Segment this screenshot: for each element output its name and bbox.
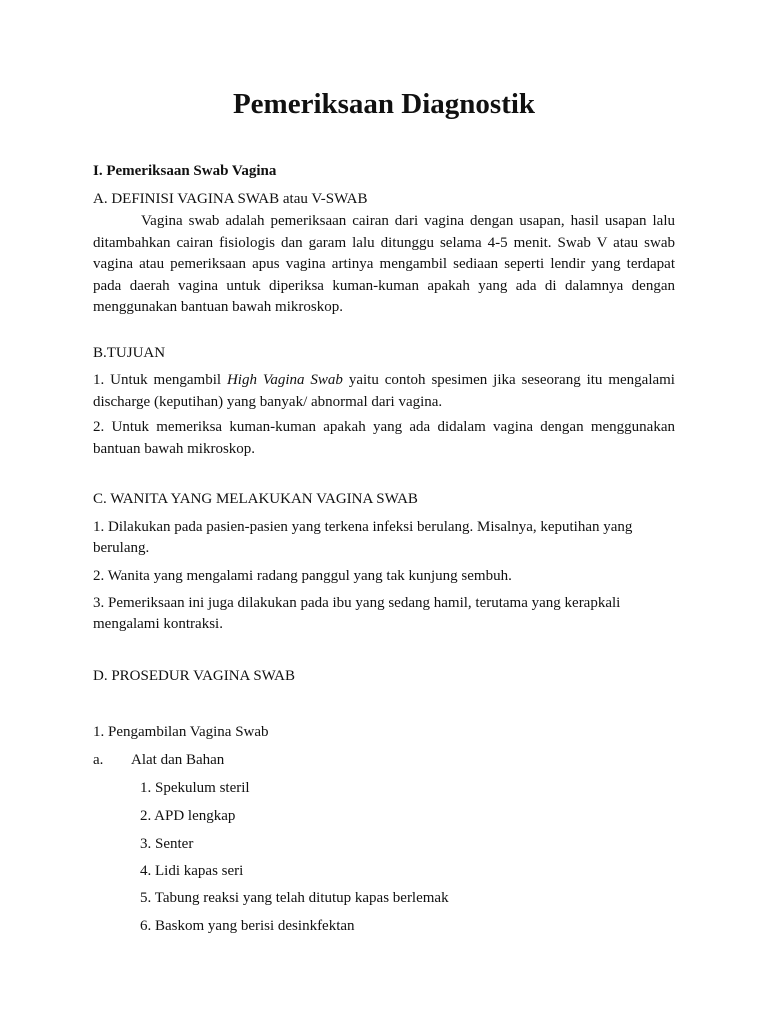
document-title: Pemeriksaan Diagnostik — [232, 88, 536, 120]
purpose-item-1 — [93, 370, 675, 413]
women-item-3-line-2: mengalami kontraksi. — [93, 616, 223, 632]
definition-heading: A. DEFINISI VAGINA SWAB atau V-SWAB — [93, 191, 368, 207]
section-heading: I. Pemeriksaan Swab Vagina — [93, 163, 277, 179]
tool-item: 5. Tabung reaksi yang telah ditutup kapas berlemak — [140, 890, 449, 906]
women-heading: C. WANITA YANG MELAKUKAN VAGINA SWAB — [93, 491, 418, 507]
procedure-heading: D. PROSEDUR VAGINA SWAB — [93, 668, 295, 684]
tool-item: 3. Senter — [140, 836, 194, 852]
women-item-1-line-2: berulang. — [93, 540, 150, 556]
tool-item: 4. Lidi kapas seri — [140, 863, 244, 879]
women-item-3-line-1: 3. Pemeriksaan ini juga dilakukan pada ibu yang sedang hamil, terutama yang kerapkali — [93, 595, 621, 611]
purpose-item-1-text: 1. Untuk mengambil — [93, 372, 227, 388]
tool-item: 6. Baskom yang berisi desinkfektan — [140, 918, 355, 934]
list-letter: a. — [93, 752, 104, 768]
women-item-2: 2. Wanita yang mengalami radang panggul yang tak kunjung sembuh. — [93, 568, 512, 584]
tool-item: 1. Spekulum steril — [140, 780, 250, 796]
procedure-subheading: 1. Pengambilan Vagina Swab — [93, 724, 269, 740]
tool-item: 2. APD lengkap — [140, 808, 236, 824]
document-page — [93, 0, 675, 1024]
purpose-item-2: 2. Untuk memeriksa kuman-kuman apakah yang ada didalam vagina dengan menggunakan bantuan bawah mikroskop. — [93, 419, 675, 457]
tools-heading: Alat dan Bahan — [131, 752, 225, 768]
purpose-heading: B.TUJUAN — [93, 345, 166, 361]
women-item-1-line-1: 1. Dilakukan pada pasien-pasien yang terkena infeksi berulang. Misalnya, keputihan yang — [93, 519, 633, 535]
purpose-item-1-rest: yaitu contoh spesimen jika seseorang itu mengalami discharge (keputihan) yang banyak/ abnormal dari vagina. — [93, 372, 675, 410]
purpose-item-1-italic: High Vagina Swab — [226, 372, 343, 388]
definition-paragraph: Vagina swab adalah pemeriksaan cairan dari vagina dengan usapan, hasil usapan lalu ditambahkan cairan fisiologis dan garam lalu ditunggu selama 4-5 menit. Swab V atau swab vagina atau pemeriksaan apus vagina artinya mengambil sediaan seperti lendir yang terdapat pada daerah vagina untuk diperiksa kuman-kuman apakah yang ada di dalamnya dengan menggunakan bantuan bawah mikroskop. — [93, 213, 675, 315]
